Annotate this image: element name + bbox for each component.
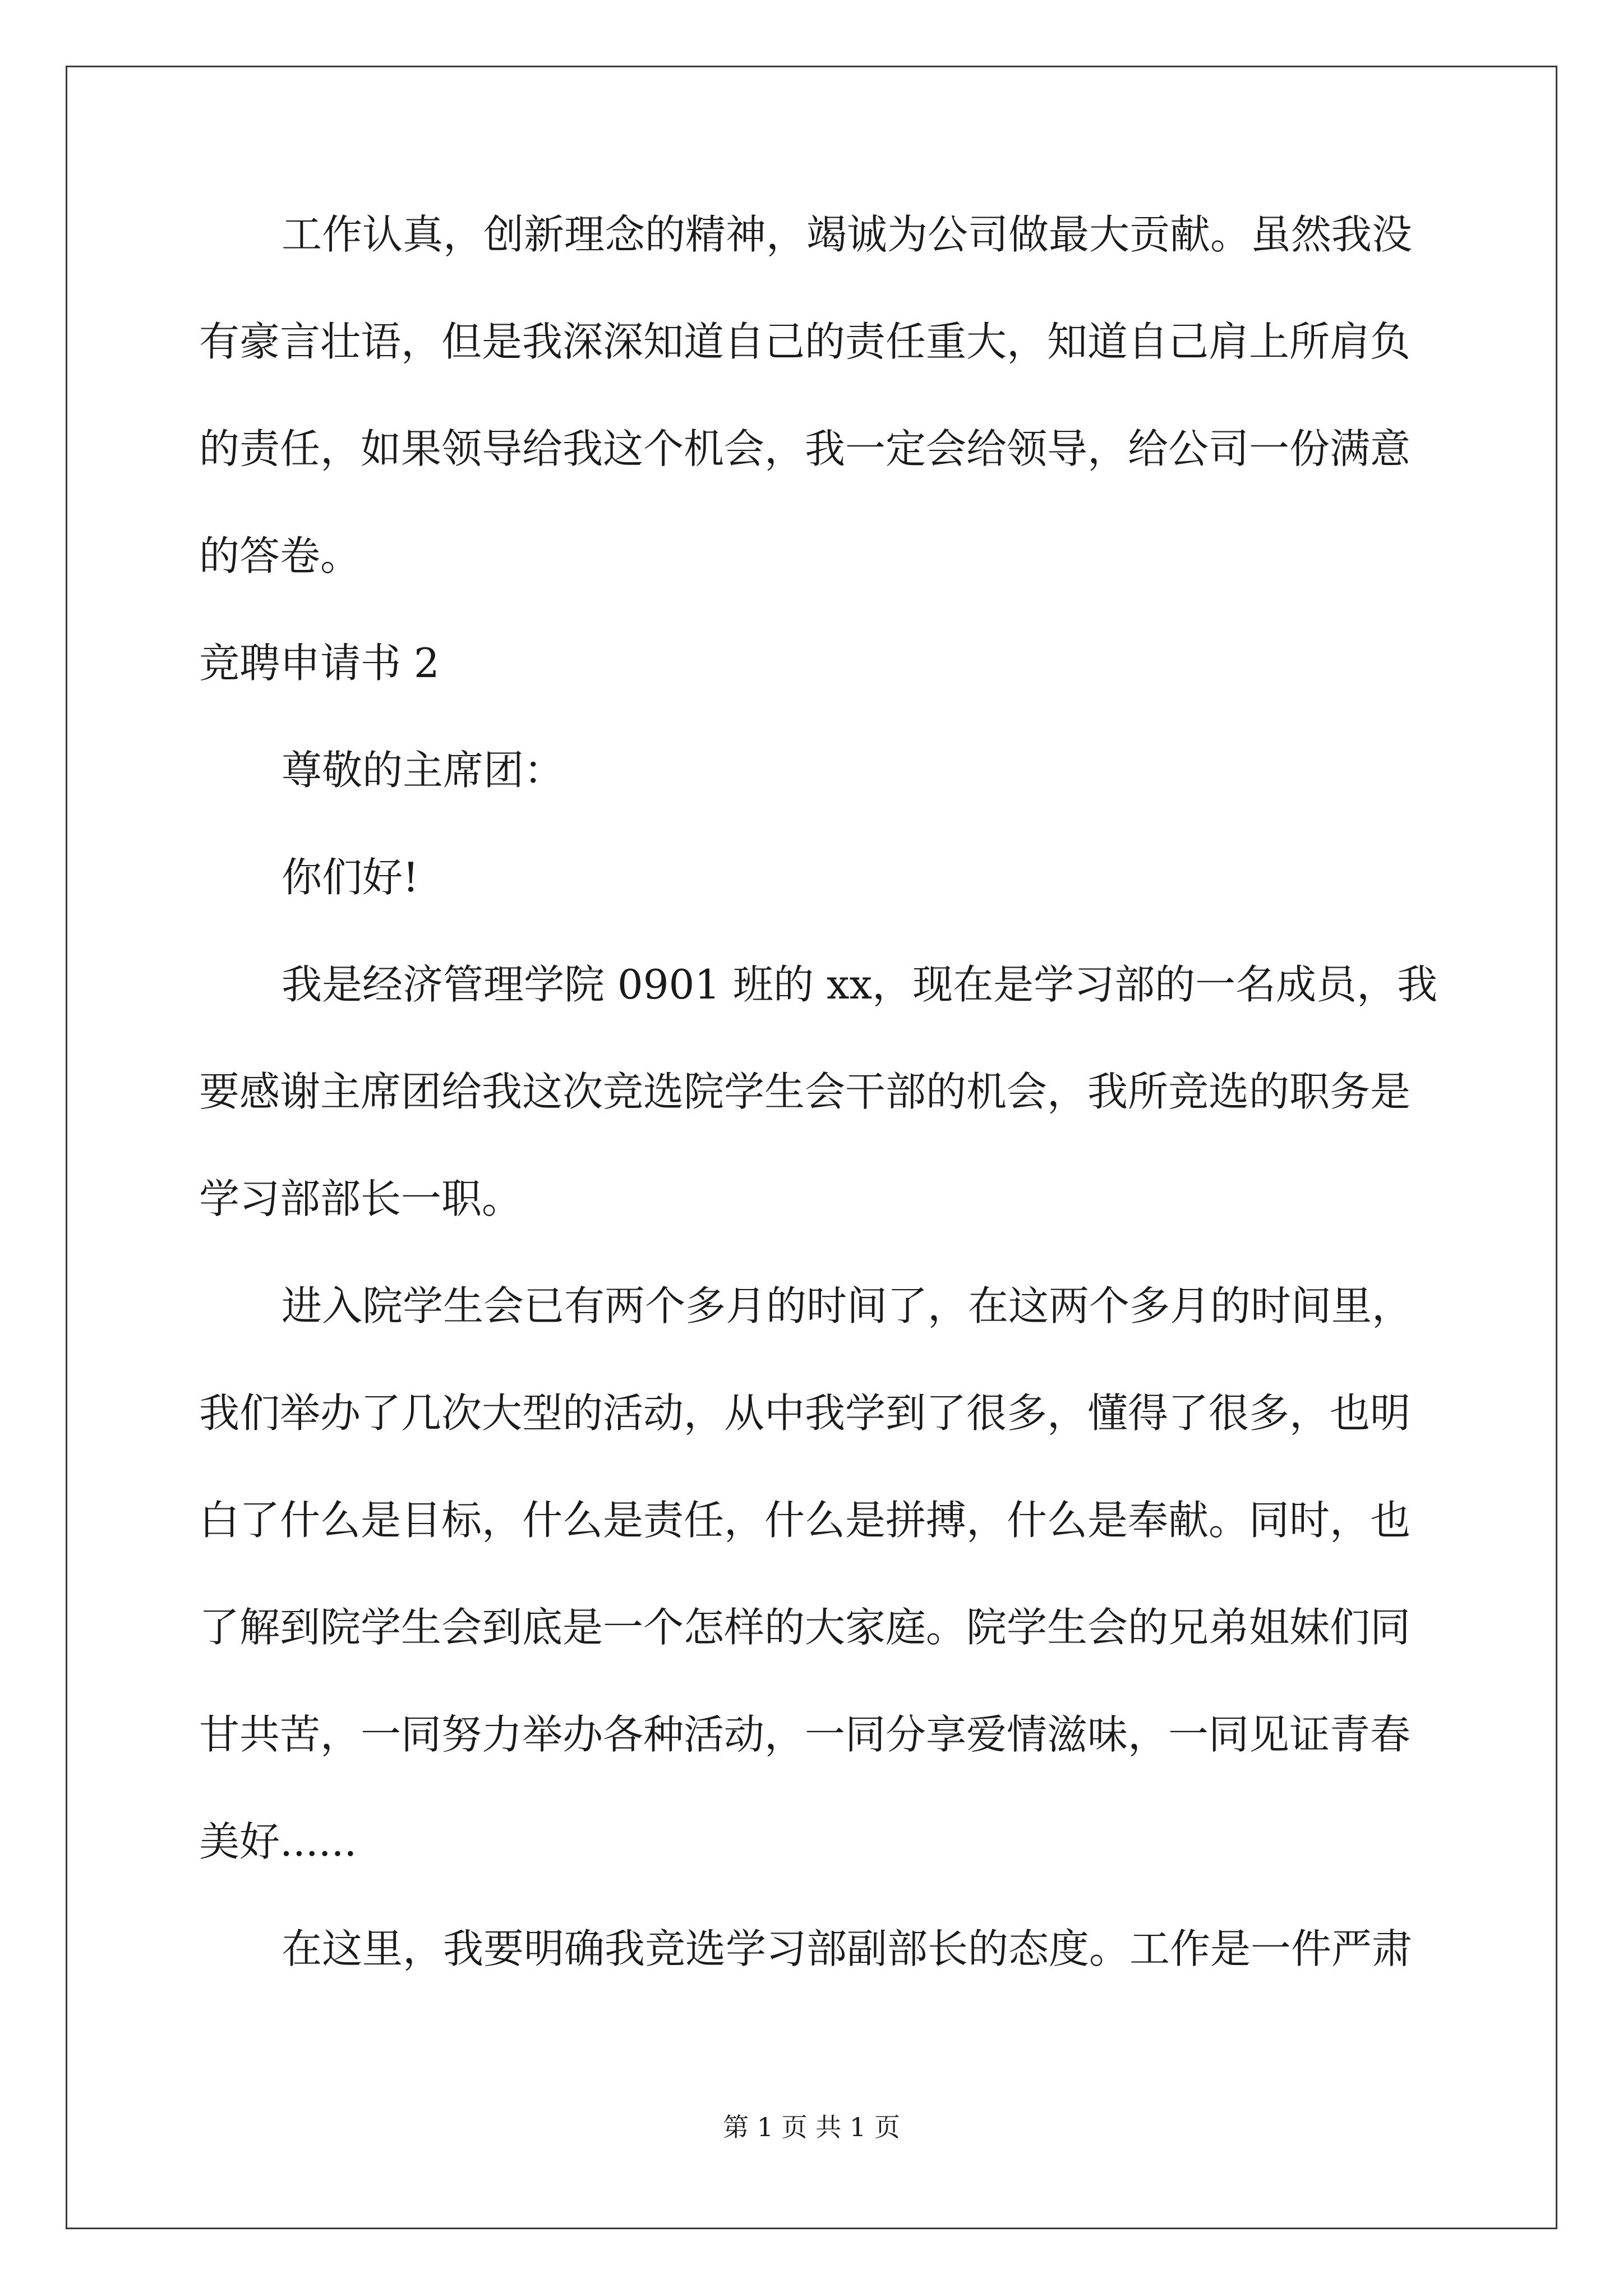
paragraph-1-line-1: 工作认真，创新理念的精神，竭诚为公司做最大贡献。虽然我没 [282,211,1413,258]
greeting: 你们好! [282,854,419,901]
paragraph-3-line-5: 甘共苦，一同努力举办各种活动，一同分享爱情滋味，一同见证青春 [199,1711,1411,1758]
paragraph-2-line-2: 要感谢主席团给我这次竞选院学生会干部的机会，我所竞选的职务是 [199,1068,1411,1115]
paragraph-3-line-1: 进入院学生会已有两个多月的时间了，在这两个多月的时间里， [282,1282,1413,1329]
salutation: 尊敬的主席团： [282,747,565,794]
paragraph-1-line-3: 的责任，如果领导给我这个机会，我一定会给领导，给公司一份满意 [199,425,1411,472]
paragraph-3-line-4: 了解到院学生会到底是一个怎样的大家庭。院学生会的兄弟姐妹们同 [199,1604,1411,1651]
paragraph-2-line-3: 学习部部长一职。 [199,1175,523,1222]
paragraph-3-line-3: 白了什么是目标，什么是责任，什么是拼搏，什么是奉献。同时，也 [199,1497,1411,1544]
page-footer: 第 1 页 共 1 页 [723,2112,900,2142]
paragraph-4-line-1: 在这里，我要明确我竞选学习部副部长的态度。工作是一件严肃 [282,1925,1413,1972]
paragraph-1-line-4: 的答卷。 [199,532,361,579]
paragraph-3-line-6: 美好...... [199,1818,357,1865]
paragraph-3-line-2: 我们举办了几次大型的活动，从中我学到了很多，懂得了很多，也明 [199,1389,1411,1437]
section-heading: 竞聘申请书 2 [199,639,440,687]
page-border [66,66,1557,2229]
paragraph-2-line-1: 我是经济管理学院 0901 班的 xx，现在是学习部的一名成员，我 [282,961,1438,1008]
paragraph-1-line-2: 有豪言壮语，但是我深深知道自己的责任重大，知道自己肩上所肩负 [199,318,1411,365]
